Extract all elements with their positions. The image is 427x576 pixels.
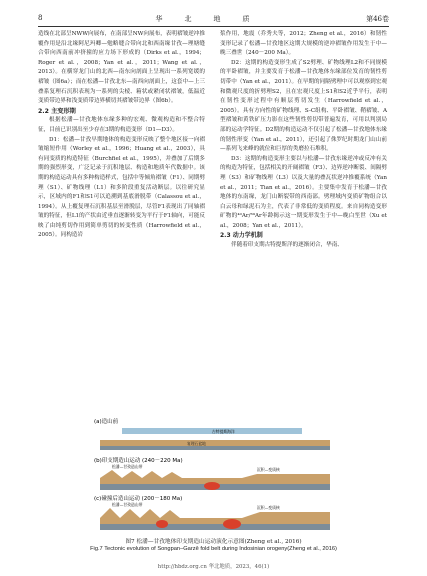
panel-c-right-label: 沉积—变质核 bbox=[257, 505, 280, 510]
figure-caption-en: Fig.7 Tectonic evolution of Songpan–Garzê fold belt during Indosinian orogeny(Zheng et al., 2016) bbox=[90, 546, 337, 552]
magma-c1 bbox=[156, 520, 168, 528]
flysch-basin bbox=[100, 440, 330, 446]
panel-b-title: (b)印支期造山运动 (240－220 Ma) bbox=[94, 458, 183, 464]
basement-c bbox=[100, 524, 330, 530]
magma-b bbox=[204, 482, 220, 490]
left-column bbox=[38, 30, 205, 241]
figure-tectonic-evolution bbox=[92, 416, 338, 533]
basement-a bbox=[100, 446, 330, 450]
folded-flysch-c bbox=[100, 508, 330, 524]
paragraph: D2：这期的构造变形生成了S2劈理、矿物线理L2和不同规模的平卧褶皱，并主要发育于松潘—甘孜地体东缘部位发育的韧性剪切带中（Yan et al.，2011）。在早期的同隔劈理中可以观察到宏观和微观尺度的折劈理S2，且在宏观尺度上S1和S2近乎平行，表明在韧性变形过程中有顺层剪切发生（Harrowfield et al.，2005）。具有方向性的矿物线理、S-C组构、平卧褶皱、鞘褶皱、A型褶皱和黄铁矿压力影在这些韧性剪切带普遍发育，可用以判别局部的运动学特征。D2期的构造运动不仅引起了松潘—甘孜地体东缘的韧性形变（Yan et al.，2011），还引起了侏罗纪时期龙门山山前—系列飞来峰的就位和巨厚的类磨拉石堆积。 bbox=[220, 59, 387, 153]
paragraph: 根据松潘—甘孜地体东缘多种的宏观、微观构造和不整合特征，目前已识别出至少存在3期的构造变形（D1—D3）。 bbox=[38, 117, 205, 133]
panel-a-subtitle: 古特提斯海洋 bbox=[212, 429, 235, 434]
magma-c2 bbox=[223, 519, 241, 529]
panel-b-right-label: 沉积—变质核 bbox=[257, 467, 280, 472]
panel-c-title: (c)碰撞后造山运动 (200－180 Ma) bbox=[94, 496, 183, 502]
panel-c-left-label: 松潘—甘孜造山带 bbox=[112, 502, 143, 507]
right-column bbox=[220, 30, 387, 251]
panel-a-title: (a)造山前 bbox=[94, 419, 119, 425]
figure-caption-cn: 图7 松潘—甘孜地体印支期造山运动演化示意图(Zheng et al., 2016) bbox=[125, 539, 302, 545]
paragraph: 伴随着印支期古特提斯洋的逐渐闭合，华南、 bbox=[231, 242, 343, 249]
subsection-heading: 2.3 动力学机制 bbox=[220, 232, 263, 240]
folded-flysch-b bbox=[100, 470, 330, 484]
paragraph: 浆作用，地震（乔秀夫等，2012；Zheng et al.，2016）和韧性变形记录了松潘—甘孜地区这期大规模的逆冲褶皱作用发生于中—晚三叠世（240－200 Ma）。 bbox=[220, 31, 387, 57]
volume-label: 第46卷 bbox=[366, 15, 389, 23]
paragraph: D3：这期的构造变形主要以与松潘—甘孜东缘逆冲或反冲有关的构造为特征，包括相关的开阔褶皱（F3）、边界逆冲断裂、间隔劈理（S3）和矿物线理（L3）以及大量的叠瓦状逆冲推覆系统（Yan et al.，2011；Tian et al.，2016）。主要集中发育于松潘—甘孜地体的东南缘，龙门山断裂带的西南部。劈理域内变质矿物组合以白云母和绿泥石为主，代表了非常低的变质程度。来自同构造变形矿物的⁴⁰Ar/³⁹Ar年龄揭示这一期变形发生于中—晚白垩世（Xu et al.，2008；Yan et al.，2011）。 bbox=[220, 155, 387, 229]
section-heading: 2.2 主变形期 bbox=[38, 107, 76, 115]
page-footer: http://hbdz.org.cn 华北地质，2023，46(1) bbox=[157, 564, 270, 570]
paragraph: 造线在北部呈NWW向展布，在南部呈NW向展布，表明褶皱逆冲推覆作用是沿北缘阿尼玛卿—勉略缝合带向北和西南缘甘孜—理塘缝合带向西南前冲挤撞的应力场下形成的（Dirks et al.，1994；Roger et al.，2008；Yan et al.，2011；Wang et al.，2013）。在横穿龙门山的北西—南东向剖面上呈现出一系列宽缓的褶皱（图6a）；而在松潘—甘孜北东—南西向剖面上，这套中—上三叠系复理石沉积表现为一系列的尖棱、箱状或紧闭状褶皱，低温近变质带边界和浅变质带边界横切其褶皱带边界（图6b）。 bbox=[38, 31, 205, 105]
page-number: 8 bbox=[38, 14, 43, 22]
journal-name: 华北地质 bbox=[155, 15, 272, 23]
panel-b-left-label: 松潘—甘孜造山带 bbox=[112, 464, 143, 469]
header-rule bbox=[38, 26, 389, 27]
panel-a-label: 复理石盆地 bbox=[187, 441, 206, 446]
paragraph: D1：松潘—甘孜早期地体的构造变形反映了整个地区接一向褶皱缩短作用（Worley et al.，1996；Huang et al.，2003），具有同变质的构造特征（Burchfiel et al.，1995），并叠加了后期多期的强烈形变，广泛记录于沉积地层、构造和地质年代数据中。该期的构造运动具有多种构造样式，包括中等倾角褶皱（F1）、同期劈理（S1）、矿物线理（L1）和多阶段重复活动断层。以往研究显示，区域内的F1和S1可以追溯到基底滑脱带（Calassou et al.，1994）。从上覆复理石沉积基层至滑脱层，尽管F1表现出了同轴褶皱的特征，但L1的产状由近垂直逐渐转变为平行于F1轴向，可能反映了由纯剪切作用到简单剪切的转变性质（Harrowfield et al.，2005）。同构造岩 bbox=[38, 136, 205, 239]
